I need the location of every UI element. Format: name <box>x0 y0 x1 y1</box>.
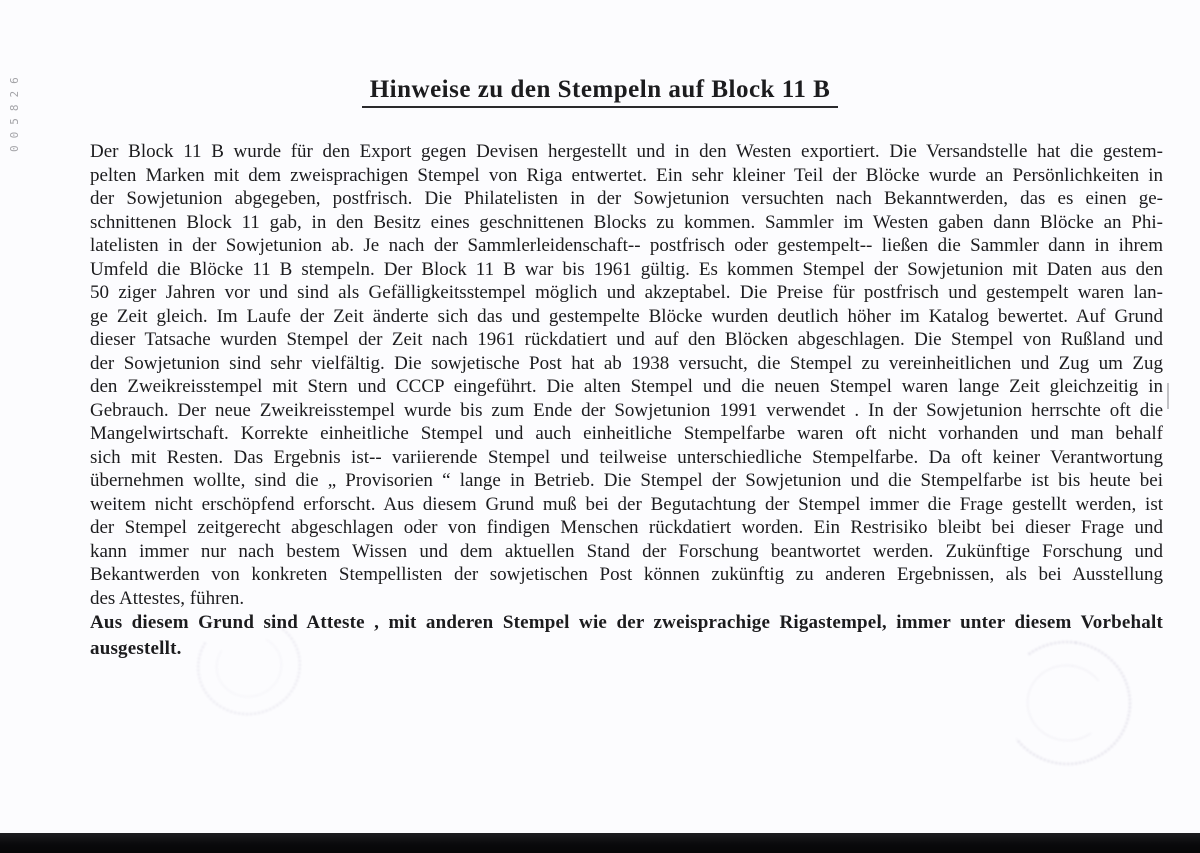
body-paragraph-line: Gebrauch. Der neue Zweikreisstempel wurde bis zum Ende der Sowjetunion 1991 verwendet . In der Sowjetunion herrschte oft die <box>90 399 1163 421</box>
body-paragraph <box>90 140 1163 610</box>
body-paragraph-line: pelten Marken mit dem zweisprachigen Stempel von Riga entwertet. Ein sehr kleiner Teil der Blöcke wurde an Persönlichkeiten in <box>90 164 1163 186</box>
body-paragraph-line: sich mit Resten. Das Ergebnis ist-- variierende Stempel und teilweise unterschiedliche Stempelfarbe. Da oft keiner Verantwortung <box>90 446 1163 468</box>
emphasis-paragraph-line: ausgestellt. <box>90 638 182 659</box>
body-paragraph-line: weitem nicht erschöpfend erforscht. Aus diesem Grund muß bei der Begutachtung der Stempel immer die Frage gestellt werden, ist <box>90 493 1163 515</box>
body-paragraph-line: der Sowjetunion sind sehr vielfältig. Die sowjetische Post hat ab 1938 versucht, die Stempel zu vereinheitlichen und Zug um Zug <box>90 352 1163 374</box>
body-paragraph-line: Umfeld die Blöcke 11 B stempeln. Der Block 11 B war bis 1961 gültig. Es kommen Stempel der Sowjetunion mit Daten aus den <box>90 258 1163 280</box>
body-paragraph-line: kann immer nur nach bestem Wissen und dem aktuellen Stand der Forschung beantwortet werden. Zukünftige Forschung und <box>90 540 1163 562</box>
corner-serial-number: 005826 <box>8 70 21 152</box>
body-paragraph-line: Der Block 11 B wurde für den Export gegen Devisen hergestellt und in den Westen exportiert. Die Versandstelle hat die gestem- <box>90 141 1163 162</box>
scan-artifact <box>1167 383 1169 409</box>
embossed-stamp-inner-ring <box>1022 660 1112 746</box>
document-body <box>90 140 1163 662</box>
body-paragraph-line: Mangelwirtschaft. Korrekte einheitliche Stempel und auch einheitliche Stempelfarbe waren oft nicht vorhanden und man behalf <box>90 423 1163 444</box>
page-title: Hinweise zu den Stempeln auf Block 11 B <box>362 76 839 108</box>
emphasis-paragraph-line: Aus diesem Grund sind Atteste , mit anderen Stempel wie der zweisprachige Rigastempel, immer unter diesem Vorbehalt <box>90 612 1163 633</box>
body-paragraph-line: der Stempel zeitgerecht abgeschlagen oder von findigen Menschen rückdatiert worden. Ein Restrisiko bleibt bei dieser Frage und <box>90 517 1163 538</box>
body-paragraph-line: dieser Tatsache wurden Stempel der Zeit nach 1961 rückdatiert und auf den Blöcken abgeschlagen. Die Stempel von Rußland und <box>90 329 1163 350</box>
body-paragraph-line: latelisten in der Sowjetunion ab. Je nach der Sammlerleidenschaft-- postfrisch oder gestempelt-- ließen die Sammler dann in ihrem <box>90 235 1163 256</box>
body-paragraph-line: des Attestes, führen. <box>90 587 245 609</box>
emphasis-paragraph <box>90 610 1163 662</box>
body-paragraph-line: 50 ziger Jahren vor und sind als Gefälligkeitsstempel möglich und akzeptabel. Die Preise für postfrisch und gestempelt waren lan- <box>90 282 1163 303</box>
body-paragraph-line: Bekantwerden von konkreten Stempellisten der sowjetischen Post können zukünftig zu anderen Ergebnissen, als bei Ausstellung <box>90 564 1163 585</box>
body-paragraph-line: schnittenen Block 11 gab, in den Besitz eines geschnittenen Blocks zu kommen. Sammler im Westen gaben dann Blöcke an Phi- <box>90 211 1163 233</box>
body-paragraph-line: übernehmen wollte, sind die „ Provisorien “ lange in Betrieb. Die Stempel der Sowjetunion und die Stempelfarbe ist bis heute bei <box>90 470 1163 491</box>
body-paragraph-line: den Zweikreisstempel mit Stern und CCCP eingeführt. Die alten Stempel und die neuen Stempel waren lange Zeit gleichzeitig in <box>90 376 1163 397</box>
body-paragraph-line: ge Zeit gleich. Im Laufe der Zeit änderte sich das und gestempelte Blöcke wurden deutlich höher im Katalog bewertet. Auf Grund <box>90 305 1163 327</box>
body-paragraph-line: der Sowjetunion abgegeben, postfrisch. Die Philatelisten in der Sowjetunion versuchten nach Bekanntwerden, das es einen ge- <box>90 188 1163 209</box>
title-row <box>0 76 1200 108</box>
scan-edge-bar <box>0 833 1200 853</box>
